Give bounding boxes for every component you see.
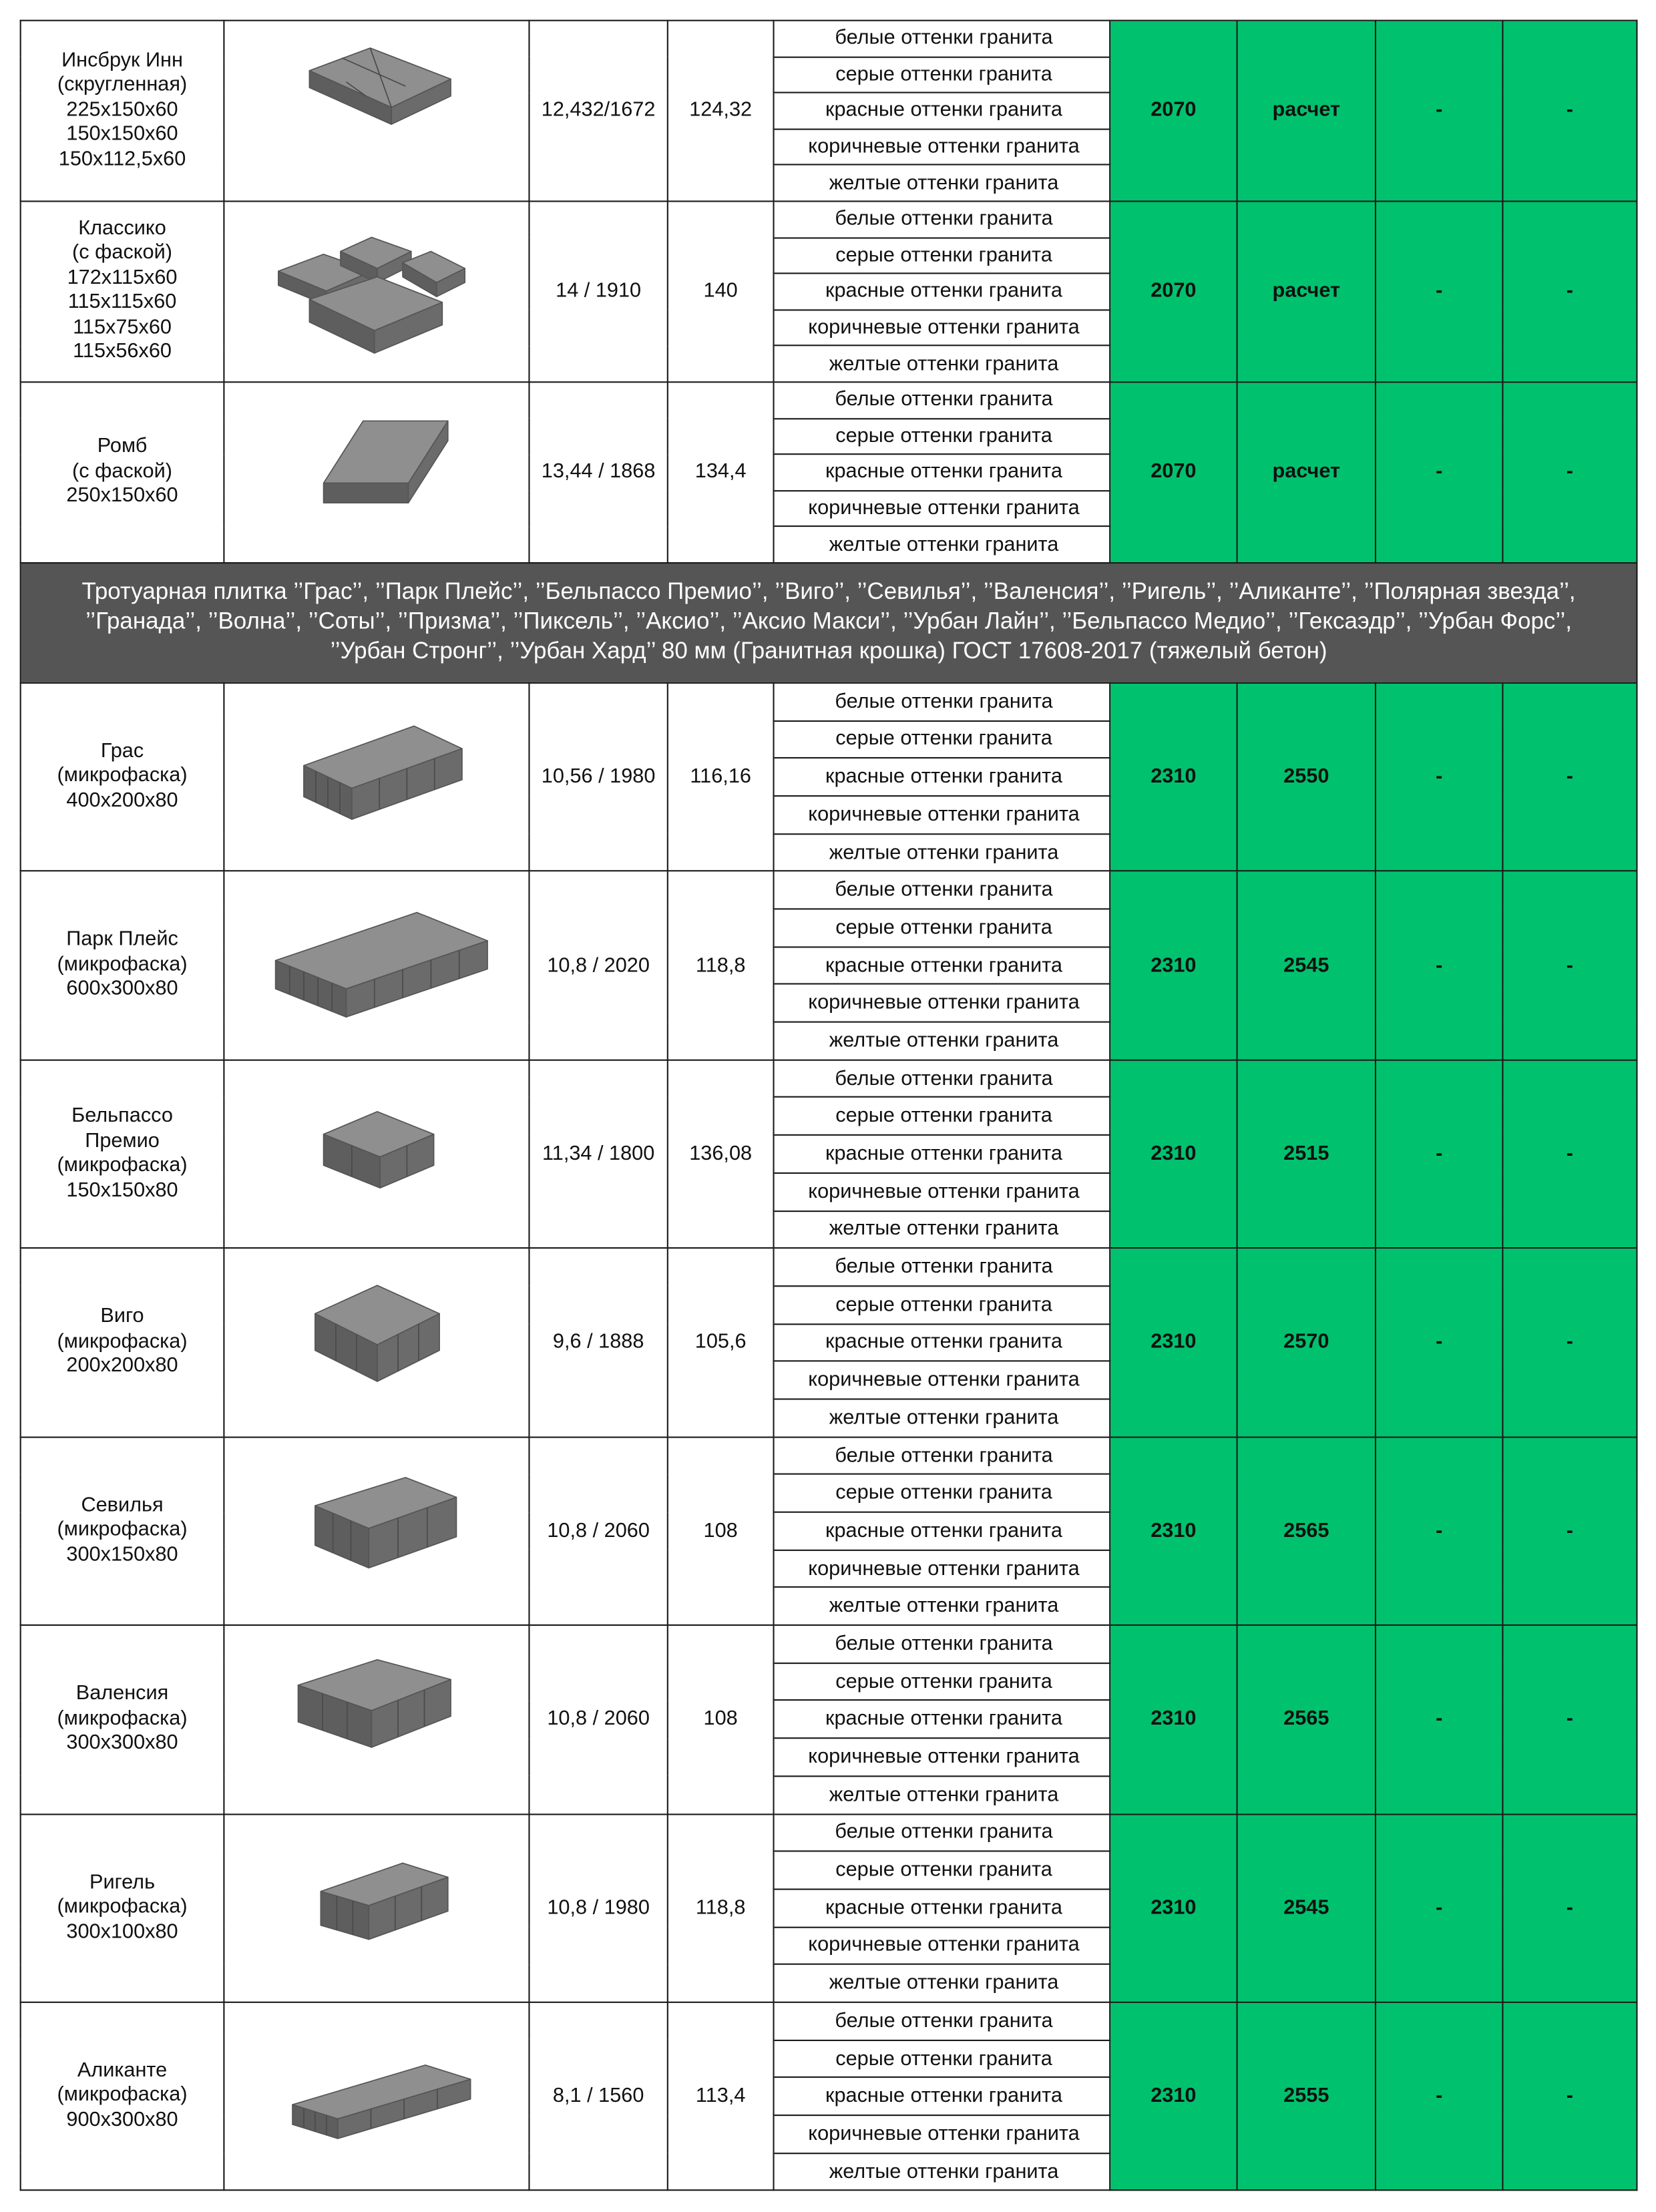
product-per-pallet: 105,6 (668, 1249, 774, 1437)
price-3: - (1376, 201, 1502, 382)
price-1: 2310 (1110, 871, 1237, 1060)
product-name-line: (микрофаска) (57, 1896, 188, 1918)
price-3: - (1376, 21, 1502, 202)
color-option: серые оттенки гранита (774, 2040, 1110, 2077)
product-name-line: Инсбрук Инн (61, 49, 183, 72)
product-image-cell (224, 1060, 529, 1248)
color-option: красные оттенки гранита (774, 1323, 1110, 1361)
price-2: 2565 (1237, 1625, 1376, 1813)
product-name-line: 600x300x80 (66, 977, 178, 1001)
color-option: коричневые оттенки гранита (774, 1927, 1110, 1964)
product-per-pallet: 113,4 (668, 2002, 774, 2191)
product-name-line: Бельпассо (71, 1104, 173, 1128)
product-name (21, 21, 224, 202)
product-name (21, 1813, 224, 2002)
product-per-pallet: 140 (668, 201, 774, 382)
color-option: серые оттенки гранита (774, 57, 1110, 93)
vigo-tile-image (235, 1272, 518, 1413)
color-option: желтые оттенки гранита (774, 1964, 1110, 2002)
color-option: желтые оттенки гранита (774, 1588, 1110, 1625)
product-per-pallet: 118,8 (668, 871, 774, 1060)
product-weight: 11,34 / 1800 (529, 1060, 667, 1248)
product-name (21, 871, 224, 1060)
product-image-cell (224, 382, 529, 563)
product-name-line: (микрофаска) (57, 1330, 188, 1353)
product-name-line: 300x150x80 (66, 1543, 178, 1566)
price-1: 2310 (1110, 1249, 1237, 1437)
color-option: серые оттенки гранита (774, 1098, 1110, 1135)
price-3: - (1376, 871, 1502, 1060)
product-name-line: Классико (78, 217, 166, 240)
product-weight: 10,8 / 2060 (529, 1437, 667, 1625)
product-name-line: Валенсия (75, 1682, 169, 1705)
price-1: 2310 (1110, 1625, 1237, 1813)
product-row (21, 1437, 1637, 1474)
color-option: красные оттенки гранита (774, 2078, 1110, 2115)
product-name-line: 300x300x80 (66, 1731, 178, 1755)
product-name (21, 1437, 224, 1625)
color-option: желтые оттенки гранита (774, 1022, 1110, 1060)
product-name-line: 900x300x80 (66, 2109, 178, 2132)
price-1: 2310 (1110, 2002, 1237, 2191)
color-option: коричневые оттенки гранита (774, 310, 1110, 346)
product-image-cell (224, 201, 529, 382)
price-4: - (1502, 201, 1637, 382)
product-name-line: (микрофаска) (57, 2084, 188, 2107)
color-option: белые оттенки гранита (774, 382, 1110, 418)
product-image-cell (224, 21, 529, 202)
product-per-pallet: 116,16 (668, 683, 774, 871)
product-name-line: Виго (100, 1305, 144, 1329)
product-name-line: Парк Плейс (66, 928, 178, 951)
color-option: коричневые оттенки гранита (774, 1361, 1110, 1399)
romb-tile-image (235, 402, 518, 543)
product-name-line: 172x115x60 (67, 266, 178, 290)
color-option: красные оттенки гранита (774, 1135, 1110, 1172)
product-per-pallet: 108 (668, 1437, 774, 1625)
price-4: - (1502, 1813, 1637, 2002)
color-option: коричневые оттенки гранита (774, 1550, 1110, 1587)
product-name-line: (скругленная) (57, 73, 188, 97)
classico-tile-image (235, 221, 518, 363)
color-option: белые оттенки гранита (774, 1625, 1110, 1663)
price-1: 2310 (1110, 683, 1237, 871)
product-weight: 14 / 1910 (529, 201, 667, 382)
color-option: белые оттенки гранита (774, 871, 1110, 909)
color-option: красные оттенки гранита (774, 274, 1110, 310)
product-name-line: (микрофаска) (57, 764, 188, 788)
price-3: - (1376, 2002, 1502, 2191)
product-name-line: (микрофаска) (57, 953, 188, 976)
color-option: красные оттенки гранита (774, 454, 1110, 490)
product-name-line: 250x150x60 (66, 485, 178, 507)
product-name (21, 382, 224, 563)
color-option: серые оттенки гранита (774, 418, 1110, 454)
price-2: расчет (1237, 201, 1376, 382)
color-option: желтые оттенки гранита (774, 1210, 1110, 1248)
price-2: 2565 (1237, 1437, 1376, 1625)
price-4: - (1502, 1060, 1637, 1248)
product-row (21, 683, 1637, 720)
color-option: красные оттенки гранита (774, 758, 1110, 796)
product-per-pallet: 134,4 (668, 382, 774, 563)
color-option: белые оттенки гранита (774, 1249, 1110, 1286)
price-1: 2310 (1110, 1437, 1237, 1625)
product-name (21, 201, 224, 382)
product-weight: 10,8 / 1980 (529, 1813, 667, 2002)
color-option: красные оттенки гранита (774, 1889, 1110, 1926)
color-option: желтые оттенки гранита (774, 834, 1110, 871)
product-image-cell (224, 1437, 529, 1625)
insbruck-tile-image (235, 40, 518, 182)
color-option: белые оттенки гранита (774, 21, 1110, 57)
product-name-line: 150x150x80 (66, 1178, 178, 1202)
price-2: 2555 (1237, 2002, 1376, 2191)
product-name-line: 115x115x60 (67, 291, 177, 314)
product-weight: 10,8 / 2020 (529, 871, 667, 1060)
sevilla-tile-image (235, 1460, 518, 1602)
color-option: белые оттенки гранита (774, 683, 1110, 720)
price-1: 2310 (1110, 1813, 1237, 2002)
color-option: желтые оттенки гранита (774, 2153, 1110, 2191)
product-weight: 12,432/1672 (529, 21, 667, 202)
color-option: серые оттенки гранита (774, 1851, 1110, 1889)
color-option: коричневые оттенки гранита (774, 491, 1110, 527)
product-name-line: 150x150x60 (66, 123, 178, 146)
product-weight: 10,56 / 1980 (529, 683, 667, 871)
color-option: коричневые оттенки гранита (774, 129, 1110, 165)
product-name (21, 1249, 224, 1437)
product-name-line: Аликанте (77, 2059, 168, 2082)
product-name-line: (с фаской) (72, 459, 172, 483)
color-option: коричневые оттенки гранита (774, 984, 1110, 1022)
product-name-line: Ромб (97, 435, 148, 458)
product-per-pallet: 108 (668, 1625, 774, 1813)
price-4: - (1502, 1625, 1637, 1813)
product-name-line: 400x200x80 (66, 789, 178, 813)
product-weight: 8,1 / 1560 (529, 2002, 667, 2191)
price-4: - (1502, 382, 1637, 563)
price-4: - (1502, 1249, 1637, 1437)
price-3: - (1376, 1060, 1502, 1248)
price-1: 2070 (1110, 201, 1237, 382)
section-header-row (21, 563, 1637, 683)
product-name-line: 225x150x60 (66, 98, 178, 122)
color-option: белые оттенки гранита (774, 2002, 1110, 2040)
price-4: - (1502, 871, 1637, 1060)
gras-tile-image (235, 706, 518, 848)
product-name-line: 150x112,5x60 (58, 148, 186, 171)
product-name-line: 115x56x60 (73, 341, 172, 364)
product-name-line: 115x75x60 (73, 316, 172, 339)
price-1: 2310 (1110, 1060, 1237, 1248)
park-place-tile-image (235, 895, 518, 1036)
product-name-line: (микрофаска) (57, 1154, 188, 1177)
product-row (21, 2002, 1637, 2040)
price-2: расчет (1237, 382, 1376, 563)
rigel-tile-image (235, 1837, 518, 1979)
price-4: - (1502, 683, 1637, 871)
product-image-cell (224, 1625, 529, 1813)
price-2: 2515 (1237, 1060, 1376, 1248)
product-name-line: 200x200x80 (66, 1355, 178, 1378)
product-row (21, 382, 1637, 418)
color-option: белые оттенки гранита (774, 1437, 1110, 1474)
product-name-line: (микрофаска) (57, 1707, 188, 1730)
price-2: 2550 (1237, 683, 1376, 871)
price-3: - (1376, 382, 1502, 563)
product-per-pallet: 118,8 (668, 1813, 774, 2002)
color-option: серые оттенки гранита (774, 1663, 1110, 1701)
product-name-line: (с фаской) (72, 242, 172, 265)
color-option: коричневые оттенки гранита (774, 1739, 1110, 1776)
price-2: 2570 (1237, 1249, 1376, 1437)
color-option: красные оттенки гранита (774, 947, 1110, 984)
product-image-cell (224, 683, 529, 871)
product-weight: 13,44 / 1868 (529, 382, 667, 563)
color-option: серые оттенки гранита (774, 238, 1110, 274)
product-row (21, 1249, 1637, 1286)
product-name (21, 2002, 224, 2191)
product-image-cell (224, 1813, 529, 2002)
product-row (21, 21, 1637, 57)
product-name (21, 1625, 224, 1813)
valencia-tile-image (235, 1649, 518, 1791)
color-option: серые оттенки гранита (774, 720, 1110, 758)
color-option: красные оттенки гранита (774, 1701, 1110, 1738)
product-name (21, 683, 224, 871)
product-row (21, 1625, 1637, 1663)
price-1: 2070 (1110, 21, 1237, 202)
color-option: красные оттенки гранита (774, 1512, 1110, 1550)
product-name-line: (микрофаска) (57, 1518, 188, 1542)
color-option: коричневые оттенки гранита (774, 2115, 1110, 2153)
product-name (21, 1060, 224, 1248)
product-image-cell (224, 1249, 529, 1437)
section-title: Тротуарная плитка ’’Грас’’, ’’Парк Плейс’’, ’’Бельпассо Премио’’, ’’Виго’’, ’’Севилья’’, ’’Валенсия’’, ’’Ригель’’, ’’Аликанте’’, ’’Полярная звезда’’, ’’Гранада’’, ’’Волна’’, ’’Соты’’, ’’Призма’’, ’’Пиксель’’, ’’Аксио’’, ’’Аксио Макси’’, ’’Урбан Лайн’’, ’’Бельпассо Медио’’, ’’Гексаэдр’’, ’’Урбан Форс’’, ’’Урбан Стронг’’, ’’Урбан Хард’’ 80 мм (Гранитная крошка) ГОСТ 17608-2017 (тяжелый бетон) (21, 563, 1637, 683)
price-1: 2070 (1110, 382, 1237, 563)
price-4: - (1502, 21, 1637, 202)
color-option: серые оттенки гранита (774, 1474, 1110, 1512)
price-3: - (1376, 1249, 1502, 1437)
color-option: красные оттенки гранита (774, 93, 1110, 129)
price-3: - (1376, 1437, 1502, 1625)
product-row (21, 201, 1637, 237)
color-option: желтые оттенки гранита (774, 1776, 1110, 1813)
price-2: расчет (1237, 21, 1376, 202)
product-image-cell (224, 871, 529, 1060)
product-image-cell (224, 2002, 529, 2191)
product-name-line: 300x100x80 (66, 1920, 178, 1943)
product-per-pallet: 124,32 (668, 21, 774, 202)
price-2: 2545 (1237, 1813, 1376, 2002)
product-per-pallet: 136,08 (668, 1060, 774, 1248)
color-option: серые оттенки гранита (774, 909, 1110, 946)
product-weight: 9,6 / 1888 (529, 1249, 667, 1437)
color-option: желтые оттенки гранита (774, 527, 1110, 563)
product-name-line: Грас (100, 740, 144, 763)
color-option: желтые оттенки гранита (774, 346, 1110, 382)
color-option: желтые оттенки гранита (774, 165, 1110, 201)
color-option: коричневые оттенки гранита (774, 796, 1110, 833)
product-weight: 10,8 / 2060 (529, 1625, 667, 1813)
price-3: - (1376, 1813, 1502, 2002)
color-option: белые оттенки гранита (774, 201, 1110, 237)
price-table (20, 20, 1638, 2192)
alicante-tile-image (235, 2026, 518, 2167)
product-name-line: Севилья (81, 1494, 164, 1517)
product-name-line: Ригель (89, 1871, 156, 1894)
color-option: серые оттенки гранита (774, 1286, 1110, 1323)
product-row (21, 871, 1637, 909)
belpasso-premio-tile-image (235, 1084, 518, 1225)
color-option: белые оттенки гранита (774, 1813, 1110, 1851)
product-row (21, 1060, 1637, 1097)
price-4: - (1502, 2002, 1637, 2191)
color-option: белые оттенки гранита (774, 1060, 1110, 1097)
price-4: - (1502, 1437, 1637, 1625)
color-option: желтые оттенки гранита (774, 1399, 1110, 1436)
price-3: - (1376, 1625, 1502, 1813)
color-option: коричневые оттенки гранита (774, 1173, 1110, 1210)
price-2: 2545 (1237, 871, 1376, 1060)
product-row (21, 1813, 1637, 1851)
product-name-line: Премио (85, 1129, 160, 1152)
price-3: - (1376, 683, 1502, 871)
